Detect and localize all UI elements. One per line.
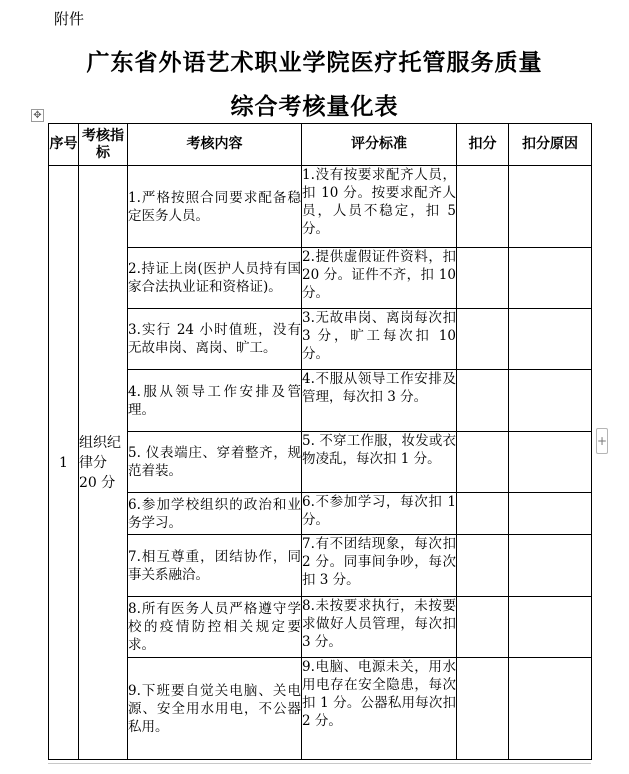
attachment-label: 附件 — [54, 10, 85, 28]
deduct-cell[interactable] — [457, 493, 509, 535]
table-row — [49, 597, 592, 658]
content-cell[interactable]: 6.参加学校组织的政治和业务学习。 — [128, 493, 302, 535]
header-seq: 序号 — [49, 124, 79, 166]
reason-cell[interactable] — [509, 248, 592, 309]
reason-cell[interactable] — [509, 370, 592, 432]
deduct-cell[interactable] — [457, 535, 509, 597]
header-indicator: 考核指标 — [79, 124, 128, 166]
criteria-cell[interactable]: 7.有不团结现象，每次扣 2 分。同事间争吵，每次扣 3 分。 — [302, 535, 457, 597]
content-cell[interactable]: 5. 仪表端庄、穿着整齐，规范着装。 — [128, 432, 302, 493]
header-content: 考核内容 — [128, 124, 302, 166]
criteria-cell[interactable]: 9.电脑、电源未关，用水用电存在安全隐患，每次扣 1 分。公器私用每次扣 2 分。 — [302, 658, 457, 760]
criteria-cell[interactable]: 6.不参加学习，每次扣 1 分。 — [302, 493, 457, 535]
table-row — [49, 309, 592, 370]
content-cell[interactable]: 1.严格按照合同要求配备稳定医务人员。 — [128, 166, 302, 248]
criteria-cell[interactable]: 2.提供虚假证件资料，扣 20 分。证件不齐，扣 10 分。 — [302, 248, 457, 309]
table-row — [49, 658, 592, 760]
content-cell[interactable]: 8.所有医务人员严格遵守学校的疫情防控相关规定要求。 — [128, 597, 302, 658]
reason-cell[interactable] — [509, 493, 592, 535]
reason-cell[interactable] — [509, 535, 592, 597]
table-row — [49, 493, 592, 535]
deduct-cell[interactable] — [457, 597, 509, 658]
deduct-cell[interactable] — [457, 370, 509, 432]
assessment-table — [48, 123, 592, 760]
reason-cell[interactable] — [509, 309, 592, 370]
header-deduct: 扣分 — [457, 124, 509, 166]
reason-cell[interactable] — [509, 166, 592, 248]
table-header-row — [49, 124, 592, 166]
table-row — [49, 248, 592, 309]
reason-cell[interactable] — [509, 432, 592, 493]
table-move-handle-icon[interactable]: ✥ — [31, 109, 44, 122]
criteria-cell[interactable]: 4.不服从领导工作安排及管理，每次扣 3 分。 — [302, 370, 457, 432]
table-row — [49, 370, 592, 432]
table-row — [49, 166, 592, 248]
deduct-cell[interactable] — [457, 309, 509, 370]
content-cell[interactable]: 2.持证上岗(医护人员持有国家合法执业证和资格证)。 — [128, 248, 302, 309]
content-cell[interactable]: 4.服从领导工作安排及管理。 — [128, 370, 302, 432]
deduct-cell[interactable] — [457, 658, 509, 760]
deduct-cell[interactable] — [457, 432, 509, 493]
criteria-cell[interactable]: 5. 不穿工作服，妆发或衣物凌乱，每次扣 1 分。 — [302, 432, 457, 493]
table-row — [49, 535, 592, 597]
content-cell[interactable]: 3.实行 24 小时值班，没有无故串岗、离岗、旷工。 — [128, 309, 302, 370]
criteria-cell[interactable]: 1.没有按要求配齐人员，扣 10 分。按要求配齐人员，人员不稳定，扣 5 分。 — [302, 166, 457, 248]
deduct-cell[interactable] — [457, 248, 509, 309]
reason-cell[interactable] — [509, 597, 592, 658]
group-seq-cell: 1 — [49, 166, 79, 760]
document-title-line-2: 综合考核量化表 — [230, 94, 399, 120]
reason-cell[interactable] — [509, 658, 592, 760]
page-bottom-divider — [48, 763, 591, 764]
table-row — [49, 432, 592, 493]
group-indicator-cell: 组织纪律分 20 分 — [79, 166, 128, 760]
add-column-handle-icon[interactable]: + — [596, 428, 608, 454]
header-reason: 扣分原因 — [509, 124, 592, 166]
criteria-cell[interactable]: 8.未按要求执行，未按要求做好人员管理，每次扣 3 分。 — [302, 597, 457, 658]
deduct-cell[interactable] — [457, 166, 509, 248]
header-criteria: 评分标准 — [302, 124, 457, 166]
document-title-line-1: 广东省外语艺术职业学院医疗托管服务质量 — [86, 50, 543, 76]
criteria-cell[interactable]: 3.无故串岗、离岗每次扣 3 分，旷工每次扣 10 分。 — [302, 309, 457, 370]
content-cell[interactable]: 9.下班要自觉关电脑、关电源、安全用水用电，不公器私用。 — [128, 658, 302, 760]
content-cell[interactable]: 7.相互尊重，团结协作，同事关系融洽。 — [128, 535, 302, 597]
